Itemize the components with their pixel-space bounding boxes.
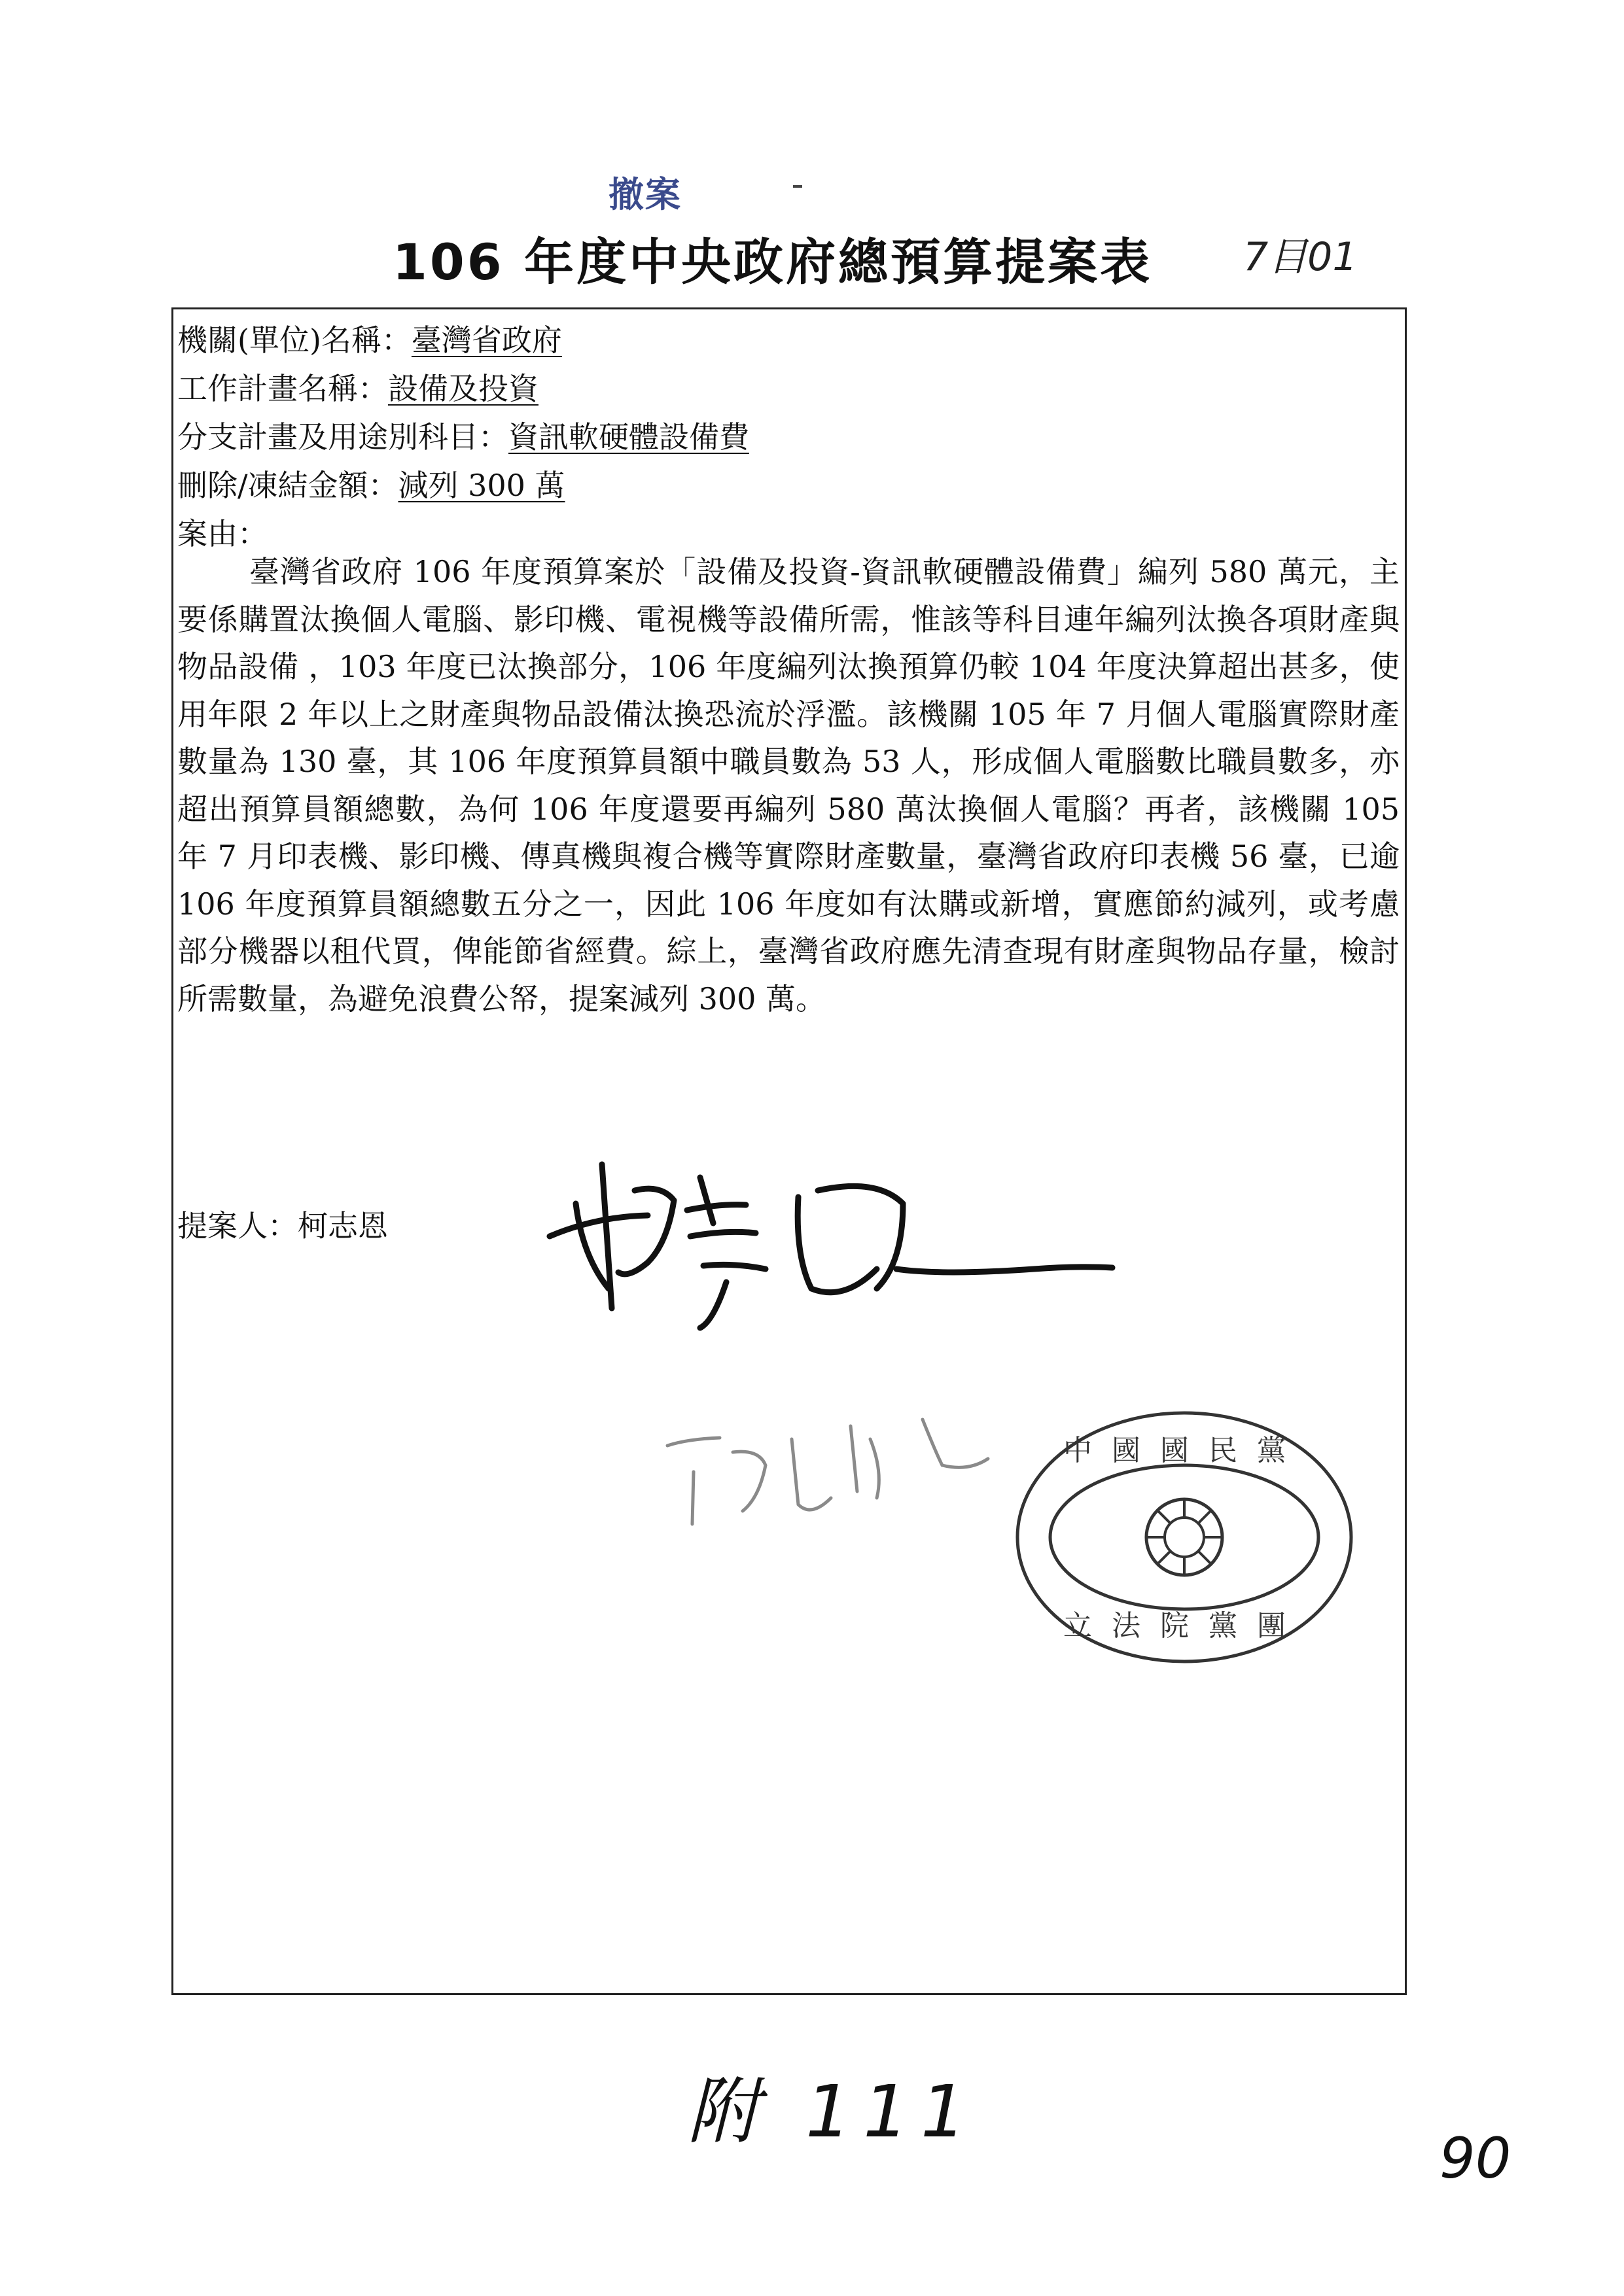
proposer-name: 柯志恩 [298,1208,388,1244]
ink-speck [793,185,802,188]
field-work-plan [177,364,538,413]
proposer-label: 提案人： [177,1208,298,1244]
field-agency [177,316,562,364]
field-label: 工作計畫名稱： [177,371,388,406]
field-amount [177,461,565,510]
field-value: 設備及投資 [388,371,538,406]
field-value: 減列 300 萬 [398,468,565,503]
party-emblem-icon [1146,1499,1222,1575]
handwritten-code: 7目01 [1243,234,1358,280]
seal-text-top: 中國國民黨 [1063,1434,1305,1467]
field-value: 資訊軟硬體設備費 [508,419,749,455]
handwritten-signature [537,1138,1125,1354]
page-title: 106 年度中央政府總預算提案表 [393,233,1153,291]
reason-label: 案由： [177,516,268,551]
reason-text: 臺灣省政府 106 年度預算案於「設備及投資-資訊軟硬體設備費」編列 580 萬元，主要係購置汰換個人電腦、影印機、電視機等設備所需，惟該等科目連年編列汰換各項財產與物品設備 ，103 年度已汰換部分，106 年度編列汰換預算仍較 104 年度決算超出甚多，使用年限 2 年以上之財產與物品設備汰換恐流於浮濫。該機關 105 年 7 月個人電腦實際財產數量為 130 臺，其 106 年度預算員額中職員數為 53 人，形成個人電腦數比職員數多，亦超出預算員額總數，為何 106 年度還要再編列 580 萬汰換個人電腦？再者，該機關 105 年 7 月印表機、影印機、傳真機與複合機等實際財產數量，臺灣省政府印表機 56 臺，已逾 106 年度預算員額總數五分之一，因此 106 年度如有汰購或新增，實應節約減列，或考慮部分機器以租代買，俾能節省經費。綜上，臺灣省政府應先清查現有財產與物品存量，檢討所需數量，為避免浪費公帑，提案減列 300 萬。 [177,554,1400,1017]
field-label: 機關(單位)名稱： [177,322,412,358]
cancel-stamp: 撤案 [609,174,682,215]
seal-text-bottom: 立法院黨團 [1063,1609,1305,1643]
proposer-line [177,1202,388,1245]
annex-number: 附 111 [687,2070,978,2153]
page-number: 90 [1439,2126,1511,2191]
field-value: 臺灣省政府 [411,322,562,358]
field-label: 分支計畫及用途別科目： [177,419,508,455]
party-seal [1008,1400,1361,1675]
field-label: 刪除/凍結金額： [177,468,398,503]
handwritten-scribble [661,1400,1001,1544]
field-sub-plan [177,413,749,461]
